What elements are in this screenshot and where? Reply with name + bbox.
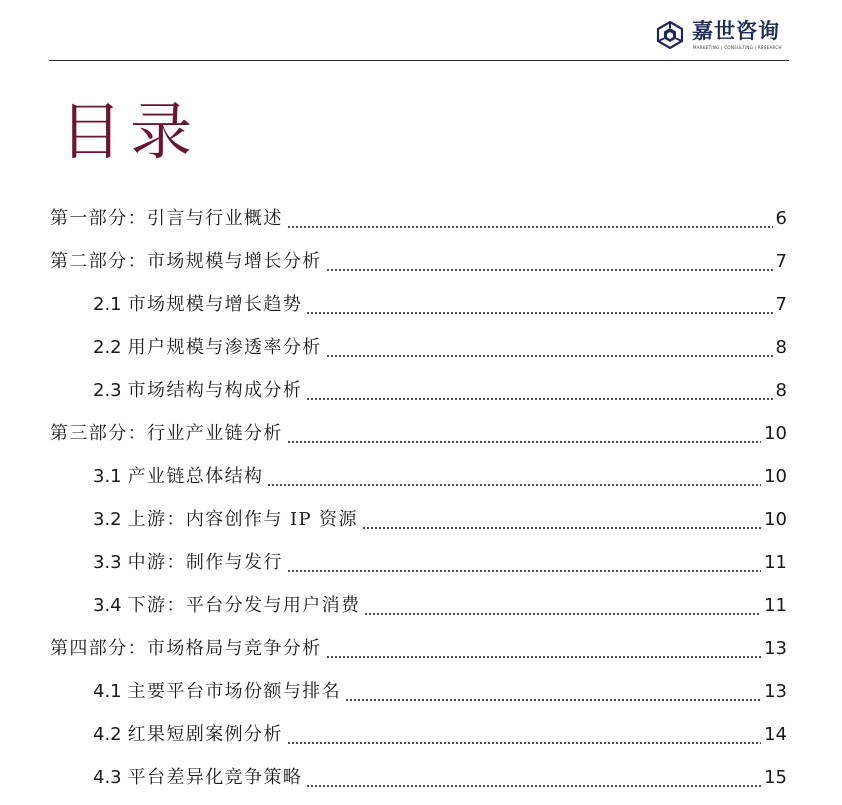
toc-entry[interactable] (93, 548, 787, 578)
toc-dot-leader (326, 634, 761, 664)
toc-dot-leader (326, 333, 773, 363)
toc-entry-label (93, 677, 341, 707)
logo-name: 嘉世咨询 (692, 19, 780, 43)
toc-dot-leader (364, 591, 761, 621)
toc-entry-label (50, 247, 322, 277)
toc-page-number: 7 (775, 251, 787, 272)
toc-entry-title: 下游：平台分发与用户消费 (127, 595, 361, 616)
toc-entry-label (93, 505, 358, 535)
toc-page-number: 15 (764, 767, 787, 788)
toc-page-number: 11 (764, 595, 787, 616)
toc-dot-leader (345, 677, 761, 707)
toc-entry-label (93, 548, 283, 578)
jiashi-logo-icon (655, 20, 685, 50)
toc-dot-leader (306, 763, 761, 793)
toc-entry[interactable] (93, 376, 787, 406)
toc-entry-number: 3.2 (93, 509, 122, 530)
toc-page-number: 10 (764, 466, 787, 487)
toc-entry-title: 第二部分：市场规模与增长分析 (50, 251, 322, 272)
toc-entry-title: 产业链总体结构 (127, 466, 264, 487)
toc-page-number: 14 (764, 724, 787, 745)
toc-entry-number: 4.3 (93, 767, 122, 788)
logo-tagline: MARKETING | CONSULTING | RESEARCH (693, 45, 782, 50)
toc-page-number: 7 (775, 294, 787, 315)
toc-dot-leader (362, 505, 761, 535)
toc-entry[interactable] (93, 591, 787, 621)
toc-page-number: 10 (764, 423, 787, 444)
toc-entry-title: 第四部分：市场格局与竞争分析 (50, 638, 322, 659)
toc-dot-leader (287, 720, 761, 750)
toc-entry[interactable] (50, 204, 787, 234)
toc-entry-number: 3.1 (93, 466, 122, 487)
toc-entry-title: 中游：制作与发行 (127, 552, 283, 573)
toc-dot-leader (306, 376, 772, 406)
toc-entry-number: 3.4 (93, 595, 122, 616)
toc-entry[interactable] (50, 634, 787, 664)
toc-entry-title: 用户规模与渗透率分析 (127, 337, 322, 358)
toc-entry[interactable] (93, 462, 787, 492)
toc-entry-label (93, 376, 302, 406)
toc-dot-leader (287, 204, 773, 234)
toc-entry-number: 3.3 (93, 552, 122, 573)
toc-entry[interactable] (93, 505, 787, 535)
toc-entry-label (93, 763, 302, 793)
toc-dot-leader (287, 548, 761, 578)
toc-entry-label (93, 290, 302, 320)
toc-page-number: 11 (764, 552, 787, 573)
toc-entry-label (50, 204, 283, 234)
toc-entry[interactable] (93, 333, 787, 363)
toc-entry[interactable] (50, 419, 787, 449)
toc-page-number: 6 (775, 208, 787, 229)
toc-entry-title: 主要平台市场份额与排名 (127, 681, 342, 702)
toc-entry[interactable] (93, 677, 787, 707)
toc-entry-number: 2.1 (93, 294, 122, 315)
header-divider (49, 60, 789, 61)
toc-entry[interactable] (50, 247, 787, 277)
toc-entry-label (93, 333, 322, 363)
toc-entry-label (93, 462, 263, 492)
toc-entry-number: 4.1 (93, 681, 122, 702)
toc-entry-title: 第三部分：行业产业链分析 (50, 423, 283, 444)
company-logo (655, 18, 790, 54)
toc-entry-label (50, 634, 322, 664)
toc-dot-leader (326, 247, 773, 277)
toc-page-number: 8 (775, 337, 787, 358)
toc-entry-number: 2.3 (93, 380, 122, 401)
toc-entry-title: 上游：内容创作与 IP 资源 (127, 509, 358, 530)
toc-entry-label (93, 591, 360, 621)
toc-page-number: 13 (764, 638, 787, 659)
toc-entry-label (50, 419, 283, 449)
toc-page-number: 8 (775, 380, 787, 401)
toc-page-number: 10 (764, 509, 787, 530)
page-title: 目录 (60, 95, 201, 168)
toc-dot-leader (267, 462, 761, 492)
toc-entry[interactable] (93, 763, 787, 793)
toc-entry-title: 市场规模与增长趋势 (127, 294, 303, 315)
toc-dot-leader (306, 290, 772, 320)
toc-entry-title: 第一部分：引言与行业概述 (50, 208, 283, 229)
page-header (0, 0, 842, 62)
toc-page-number: 13 (764, 681, 787, 702)
toc-entry[interactable] (93, 290, 787, 320)
toc-entry-title: 红果短剧案例分析 (127, 724, 283, 745)
toc-entry-label (93, 720, 283, 750)
toc-entry-number: 4.2 (93, 724, 122, 745)
toc-entry[interactable] (93, 720, 787, 750)
toc-entry-number: 2.2 (93, 337, 122, 358)
toc-dot-leader (287, 419, 761, 449)
toc-entry-title: 平台差异化竞争策略 (127, 767, 303, 788)
toc-entry-title: 市场结构与构成分析 (127, 380, 303, 401)
